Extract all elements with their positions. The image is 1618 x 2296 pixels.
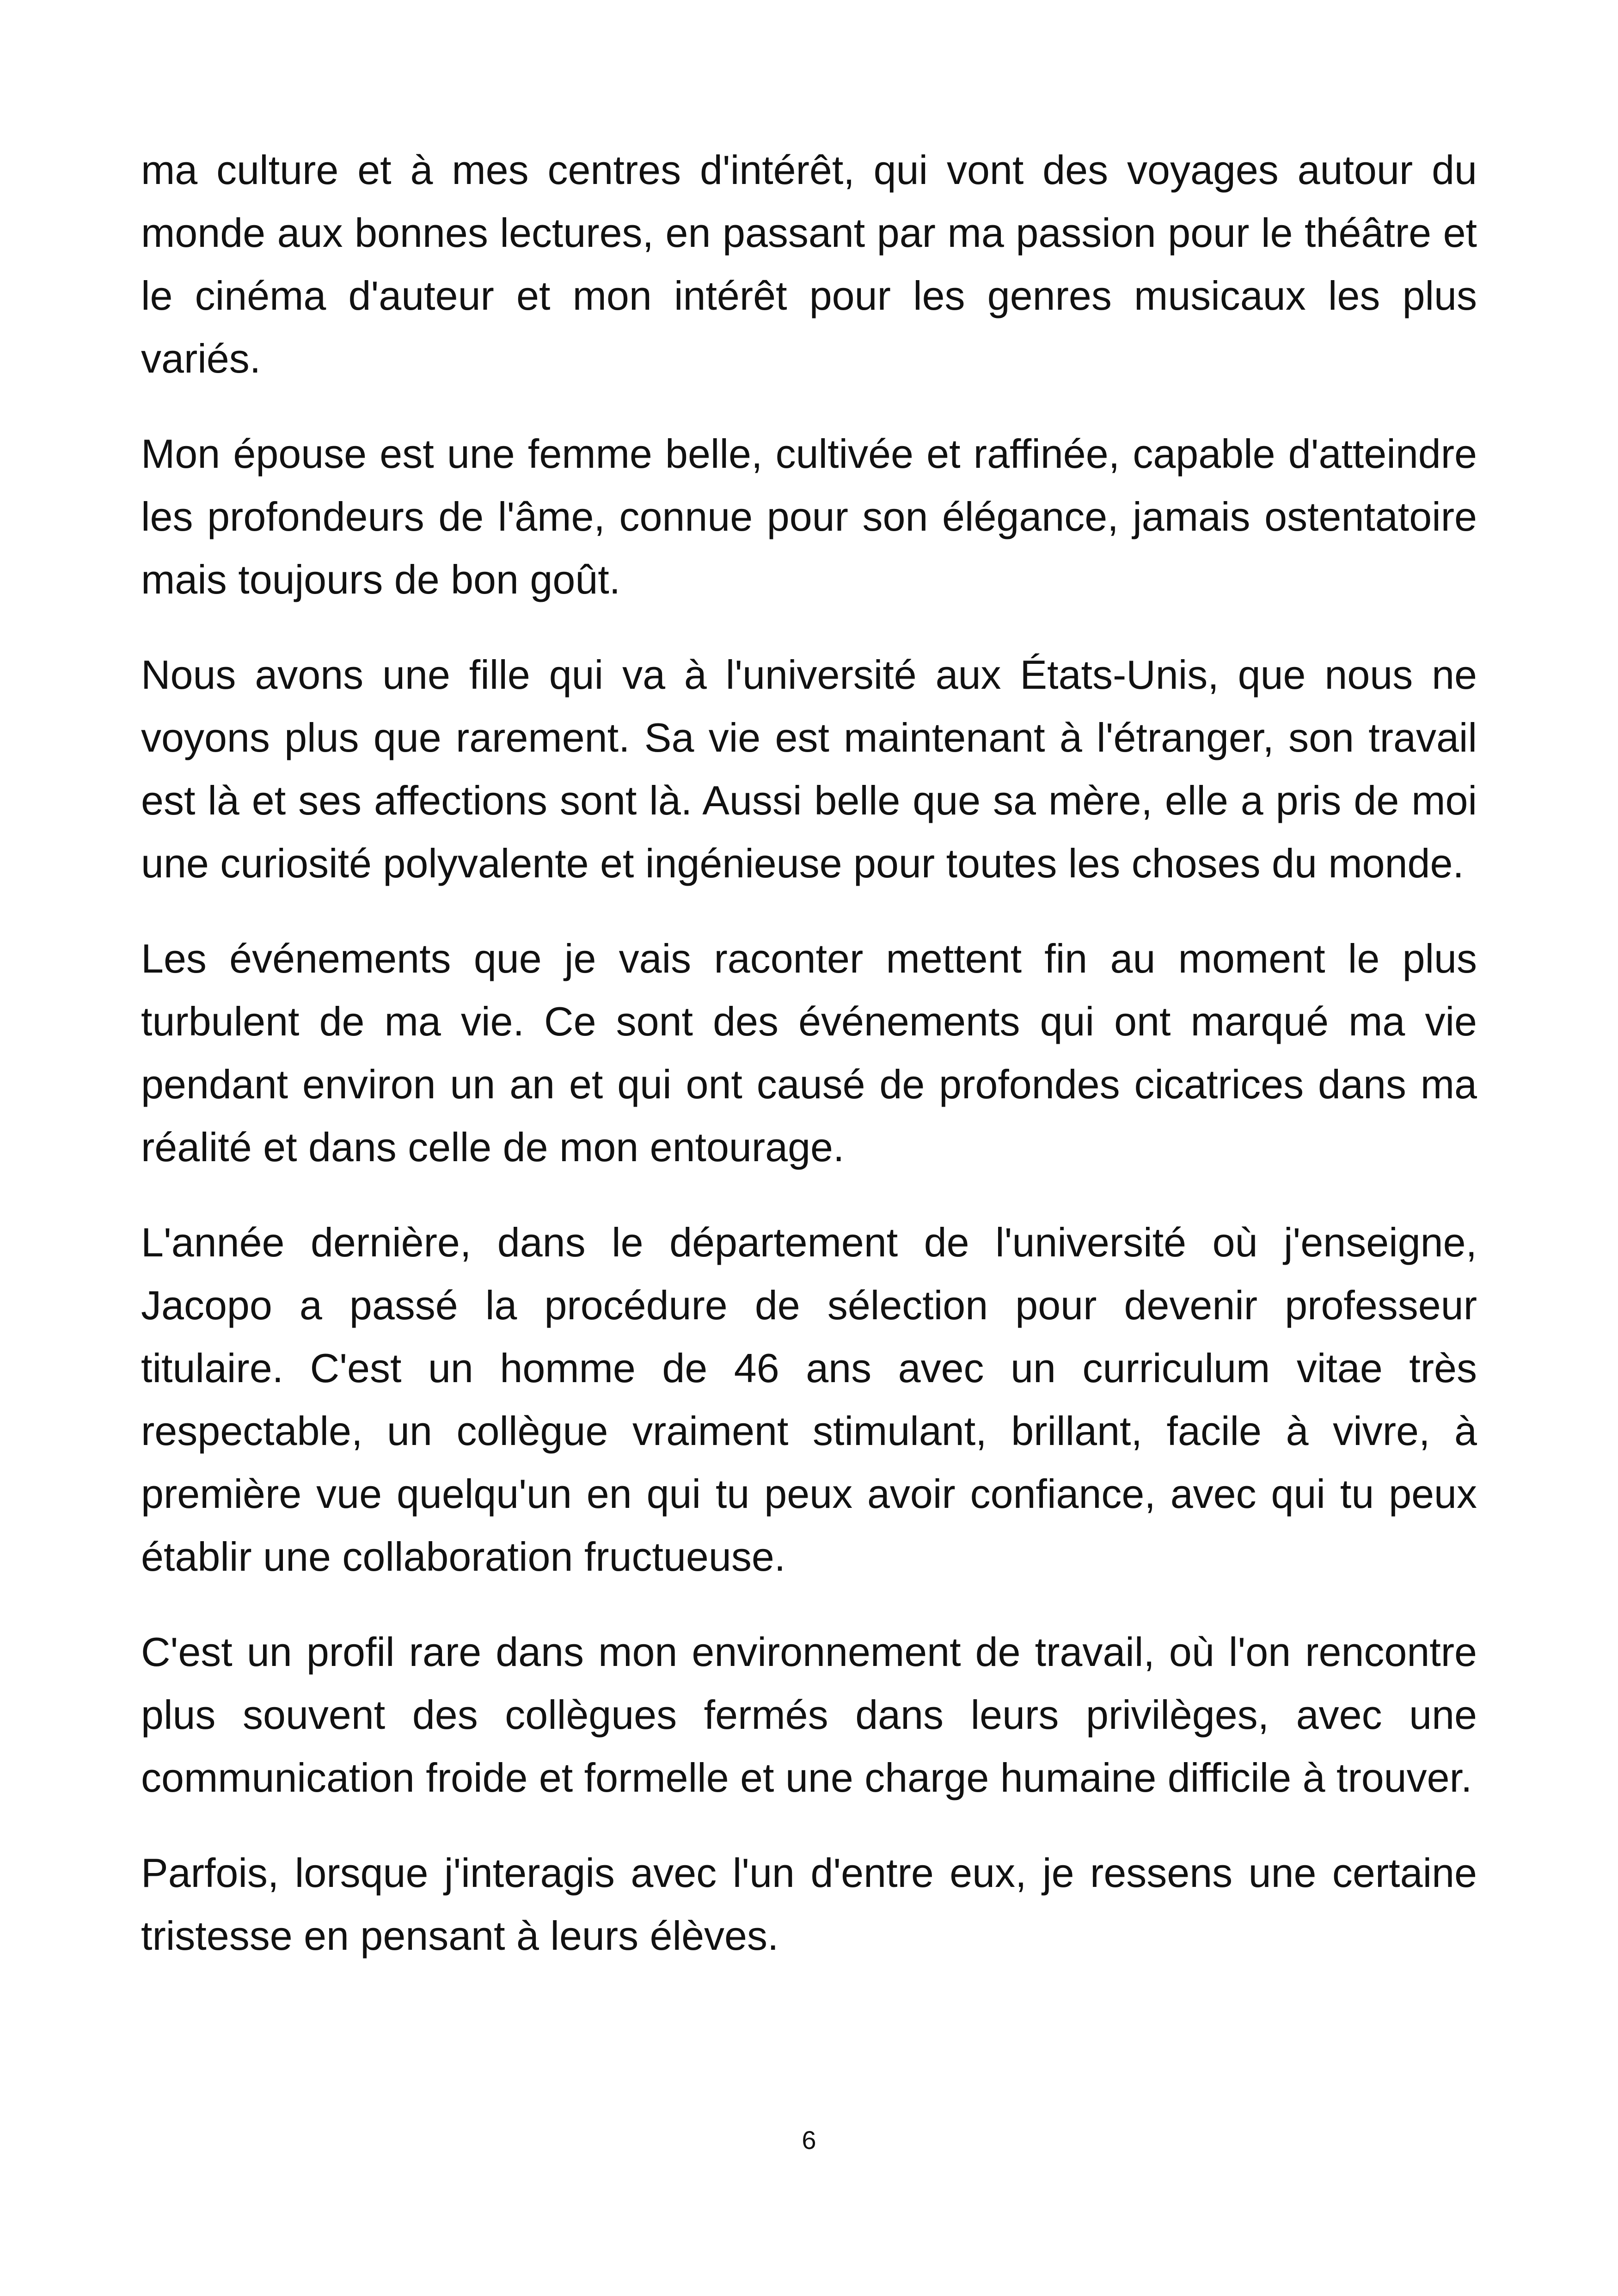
- paragraph-1: ma culture et à mes centres d'intérêt, qui vont des voyages autour du monde aux bonnes lectures, en passant par ma passion pour le théâtre et le cinéma d'auteur et mon intérêt pour les genres musicaux les plus variés.: [141, 147, 1477, 381]
- paragraph-3: Nous avons une fille qui va à l'université aux États-Unis, que nous ne voyons plus que rarement. Sa vie est maintenant à l'étranger, son travail est là et ses affections sont là. Aussi belle que sa mère, elle a pris de moi une curiosité polyvalente et ingénieuse pour toutes les choses du monde.: [141, 652, 1477, 886]
- paragraph-2: Mon épouse est une femme belle, cultivée et raffinée, capable d'atteindre les profondeurs de l'âme, connue pour son élégance, jamais ostentatoire mais toujours de bon goût.: [141, 431, 1477, 602]
- paragraph-5: L'année dernière, dans le département de l'université où j'enseigne, Jacopo a passé la procédure de sélection pour devenir professeur titulaire. C'est un homme de 46 ans avec un curriculum vitae très respectable, un collègue vraiment stimulant, brillant, facile à vivre, à première vue quelqu'un en qui tu peux avoir confiance, avec qui tu peux établir une collaboration fructueuse.: [141, 1219, 1477, 1580]
- paragraph-4: Les événements que je vais raconter mettent fin au moment le plus turbulent de ma vie. Ce sont des événements qui ont marqué ma vie pendant environ un an et qui ont causé de profondes cicatrices dans ma réalité et dans celle de mon entourage.: [141, 936, 1477, 1170]
- body-text: [141, 139, 1477, 2000]
- paragraph-7: Parfois, lorsque j'interagis avec l'un d'entre eux, je ressens une certaine tristesse en pensant à leurs élèves.: [141, 1850, 1477, 1959]
- page-number: 6: [802, 2125, 816, 2155]
- paragraph-6: C'est un profil rare dans mon environnement de travail, où l'on rencontre plus souvent des collègues fermés dans leurs privilèges, avec une communication froide et formelle et une charge humaine difficile à trouver.: [141, 1629, 1477, 1800]
